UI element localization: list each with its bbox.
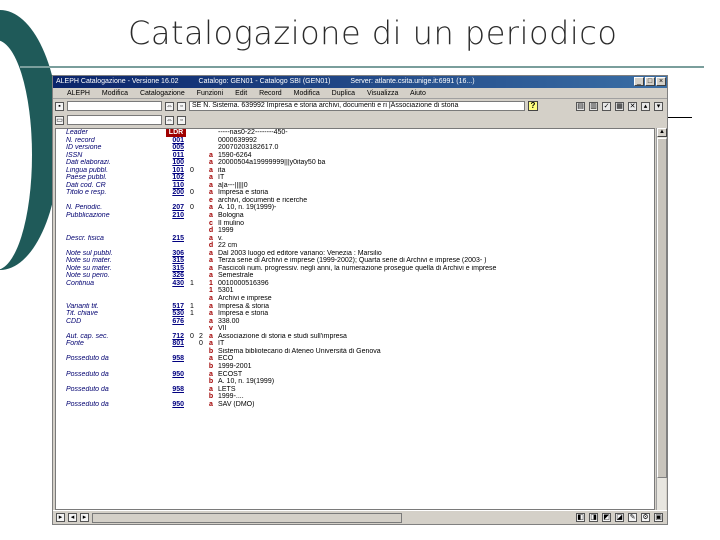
field-label: N. Periodic.	[66, 204, 103, 212]
field-label: Dati elaborazi.	[66, 159, 111, 167]
menu-item[interactable]: Record	[259, 90, 282, 97]
menu-item[interactable]: Aiuto	[409, 90, 426, 97]
subfield-code: 1	[209, 279, 213, 287]
table-row[interactable]	[56, 182, 654, 190]
menu-bar	[53, 88, 667, 99]
field-value[interactable]: 1999	[218, 227, 234, 235]
subfield-code: a	[209, 189, 213, 197]
pointer-line	[668, 117, 692, 118]
table-row[interactable]	[56, 340, 654, 348]
indicator-1: 0	[190, 166, 194, 174]
status-icon-3[interactable]: ◩	[603, 514, 610, 521]
table-row[interactable]	[56, 204, 654, 212]
command-field[interactable]	[67, 101, 162, 111]
field-label: Posseduto da	[66, 355, 109, 363]
field-label: Continua	[66, 279, 95, 287]
subfield-code: a	[209, 212, 213, 220]
field-label: Posseduto da	[66, 385, 109, 393]
table-row[interactable]	[56, 363, 654, 371]
field-tag: 101	[172, 166, 184, 174]
field-label: Pubblicazione	[66, 212, 110, 220]
field-value[interactable]: -----nas0-22--------450-	[218, 129, 288, 136]
field-label: Posseduto da	[66, 400, 109, 408]
field-tag: 315	[172, 257, 184, 265]
subfield-code: a	[209, 166, 213, 174]
menu-item[interactable]: Funzioni	[196, 90, 224, 97]
field-tag: 215	[172, 234, 184, 242]
field-tag: 001	[172, 136, 184, 144]
subfield-code: v	[209, 325, 213, 333]
field-label: ID versione	[66, 144, 102, 152]
table-row[interactable]	[56, 355, 654, 363]
blank-field	[189, 115, 549, 125]
field-tag: 950	[172, 400, 184, 408]
field-tag: 110	[172, 181, 184, 189]
menu-item[interactable]: Visualizza	[366, 90, 399, 97]
field-label: Lingua pubbl.	[66, 166, 109, 174]
record-title-field[interactable]: SE N. Sistema. 639992 Impresa e storia archivi, documenti e ri |Associazione di storia	[189, 101, 525, 111]
field-label: Fonte	[66, 340, 84, 348]
table-row[interactable]	[56, 152, 654, 160]
table-row[interactable]	[56, 174, 654, 182]
folder-icon[interactable]: ▭	[56, 116, 63, 124]
field-value[interactable]: Archivi e imprese	[218, 295, 272, 303]
field-tag: LDR	[166, 129, 186, 137]
table-row[interactable]	[56, 137, 654, 145]
subfield-code: a	[209, 151, 213, 159]
table-row[interactable]	[56, 242, 654, 250]
field-label: Varianti tit.	[66, 302, 99, 310]
table-row[interactable]	[56, 303, 654, 311]
lock-icon[interactable]: ▫	[177, 102, 186, 111]
field-tag: 958	[172, 385, 184, 393]
window-titlebar[interactable]	[53, 76, 667, 88]
subfield-code: a	[209, 159, 213, 167]
field-value[interactable]: Impresa e storia	[218, 189, 269, 197]
save-icon[interactable]: ▪	[55, 102, 64, 111]
help-icon[interactable]: ?	[528, 101, 538, 111]
table-row[interactable]	[56, 159, 654, 167]
table-row[interactable]	[56, 250, 654, 258]
table-row[interactable]	[56, 378, 654, 386]
field-value[interactable]: Impresa & storia	[218, 302, 269, 310]
table-row[interactable]	[56, 333, 654, 341]
marc-record-grid[interactable]	[55, 128, 655, 510]
field-value[interactable]: 1999-2001	[218, 362, 252, 370]
field-value[interactable]: 0010000516396	[218, 279, 269, 287]
close-button[interactable]: ×	[656, 77, 666, 86]
subfield-code: a	[209, 340, 213, 348]
field-value[interactable]: Il mulino	[218, 219, 245, 227]
title-divider	[20, 66, 704, 68]
indicator-1: 1	[190, 302, 194, 310]
subfield-code: a	[209, 234, 213, 242]
field-tag: 676	[172, 317, 184, 325]
subfield-code: a	[209, 249, 213, 257]
window-title-catalog: Catalogo: GEN01 - Catalogo SBI (GEN01)	[198, 78, 331, 85]
table-row[interactable]	[56, 295, 654, 303]
field-value[interactable]: Dal 2003 luogo ed editore variano: Venezia : Marsilio	[218, 249, 382, 257]
subfield-code: a	[209, 302, 213, 310]
search-toolbar	[53, 113, 667, 127]
window-title-server: Server: atlante.csita.unige.it:6991 (16...)	[350, 78, 475, 85]
field-label: CDD	[66, 317, 82, 325]
menu-item[interactable]: Duplica	[331, 90, 356, 97]
subfield-code: a	[209, 310, 213, 318]
field-value[interactable]: Terza serie di Archivi e imprese (1999-2002); Quarta serie di Archivi e imprese (2003- )	[218, 257, 487, 265]
scroll-thumb[interactable]	[657, 138, 667, 478]
search-field[interactable]	[67, 115, 162, 125]
subfield-code: e	[209, 196, 213, 204]
check-icon[interactable]: ✓	[603, 102, 610, 110]
field-value[interactable]: IT	[218, 174, 225, 182]
field-value[interactable]: 1590-6264	[218, 151, 252, 159]
table-row[interactable]	[56, 393, 654, 401]
field-label: Posseduto da	[66, 370, 109, 378]
subfield-code: a	[209, 355, 213, 363]
status-icon-2[interactable]: ◨	[590, 514, 597, 521]
copy-icon[interactable]: ▦	[616, 102, 623, 110]
table-row[interactable]	[56, 348, 654, 356]
table-row[interactable]	[56, 129, 654, 137]
field-value[interactable]: SAV (DMO)	[218, 400, 255, 408]
field-value[interactable]: Bologna	[218, 212, 244, 220]
field-tag: 011	[172, 151, 184, 159]
field-label: Note sul pubbl.	[66, 249, 113, 257]
field-tag: 712	[172, 332, 184, 340]
table-row[interactable]	[56, 272, 654, 280]
field-value[interactable]: ECO	[218, 355, 234, 363]
subfield-code: a	[209, 181, 213, 189]
prev-icon[interactable]: ◂	[68, 513, 77, 522]
subfield-code: a	[209, 385, 213, 393]
indicator-2: 0	[199, 340, 203, 348]
table-row[interactable]	[56, 235, 654, 243]
indicator-1: 0	[190, 332, 194, 340]
field-label: Note su mater.	[66, 264, 112, 272]
field-tag: 200	[172, 189, 184, 197]
subfield-code: a	[209, 264, 213, 272]
field-value[interactable]: archivi, documenti e ricerche	[218, 196, 308, 204]
field-value[interactable]: A. 10, n. 19(1999)	[218, 378, 275, 386]
field-tag: 530	[172, 310, 184, 318]
status-icon-1[interactable]: ◧	[577, 514, 584, 521]
field-value[interactable]: ita	[218, 166, 226, 174]
table-row[interactable]	[56, 318, 654, 326]
subfield-code: a	[209, 332, 213, 340]
field-value[interactable]: 0000639992	[218, 136, 257, 144]
subfield-code: a	[209, 295, 213, 303]
field-value[interactable]: IT	[218, 340, 225, 348]
go-icon[interactable]: ▸	[56, 513, 65, 522]
table-row[interactable]	[56, 287, 654, 295]
field-value[interactable]: ECOST	[218, 370, 243, 378]
scroll-up-icon[interactable]: ▲	[657, 128, 667, 137]
field-tag: 306	[172, 249, 184, 257]
field-value[interactable]: 338.00	[218, 317, 240, 325]
field-value[interactable]: 5301	[218, 287, 234, 295]
field-value[interactable]: Semestrale	[218, 272, 254, 280]
menu-item[interactable]: ALEPH	[67, 90, 90, 97]
field-value[interactable]: VII	[218, 325, 227, 333]
subfield-code: 1	[209, 287, 213, 295]
table-row[interactable]	[56, 144, 654, 152]
subfield-code: d	[208, 242, 214, 250]
subfield-code: a	[209, 204, 213, 212]
print-icon[interactable]: ▥	[590, 102, 597, 110]
subfield-code: a	[209, 257, 213, 265]
field-tag: 100	[172, 159, 184, 167]
field-value[interactable]: Sistema bibliotecario di Ateneo Università di Genova	[218, 347, 381, 355]
subfield-code: b	[208, 362, 214, 370]
field-tag: 430	[172, 279, 184, 287]
field-label: Note su perio.	[66, 272, 110, 280]
field-tag: 801	[172, 340, 184, 348]
table-row[interactable]	[56, 212, 654, 220]
field-tag: 315	[172, 264, 184, 272]
slide-title: Catalogazione di un periodico	[128, 14, 618, 52]
table-row[interactable]	[56, 197, 654, 205]
field-tag: 005	[172, 144, 184, 152]
tools-icon[interactable]: ⚙	[642, 514, 649, 521]
field-value[interactable]: Fascicoli num. progressiv. negli anni, la numerazione prosegue quella di Archivi e imprese	[218, 264, 497, 272]
field-label: Tit. chiave	[66, 310, 98, 318]
table-row[interactable]	[56, 371, 654, 379]
field-label: ISSN	[66, 151, 83, 159]
table-row[interactable]	[56, 167, 654, 175]
subfield-code: a	[209, 400, 213, 408]
field-label: Aut. cap. sec.	[66, 332, 109, 340]
field-value[interactable]: Impresa e storia	[218, 310, 269, 318]
subfield-code: b	[208, 393, 214, 401]
table-row[interactable]	[56, 310, 654, 318]
status-icon-4[interactable]: ◪	[616, 514, 623, 521]
table-row[interactable]	[56, 386, 654, 394]
record-toolbar	[53, 99, 667, 113]
field-label: Titolo e resp.	[66, 189, 107, 197]
field-label: Note su mater.	[66, 257, 112, 265]
table-row[interactable]	[56, 265, 654, 273]
subfield-code: a	[209, 317, 213, 325]
field-label: Leader	[66, 129, 88, 136]
field-value[interactable]: 22 cm	[218, 242, 238, 250]
field-value[interactable]: 20070203182617.0	[218, 144, 279, 152]
minimize-button[interactable]: _	[634, 77, 644, 86]
up-icon[interactable]: ▴	[641, 102, 650, 111]
indicator-1: 0	[190, 204, 194, 212]
field-label: N. record	[66, 136, 95, 144]
field-tag: 326	[172, 272, 184, 280]
aleph-window	[52, 75, 668, 525]
subfield-code: b	[208, 347, 214, 355]
field-tag: 517	[172, 302, 184, 310]
window-title-version: ALEPH Catalogazione - Versione 16.02	[56, 78, 179, 85]
new-icon[interactable]: ▤	[577, 102, 584, 110]
menu-item[interactable]: Catalogazione	[139, 90, 185, 97]
expand-icon[interactable]: ⇔	[166, 102, 173, 110]
expand-icon[interactable]: ⇔	[166, 116, 173, 124]
field-value[interactable]: LETS	[218, 385, 236, 393]
subfield-code: a	[209, 370, 213, 378]
subfield-code: d	[208, 227, 214, 235]
field-tag: 958	[172, 355, 184, 363]
maximize-button[interactable]: □	[645, 77, 655, 86]
table-row[interactable]	[56, 325, 654, 333]
indicator-1: 0	[190, 189, 194, 197]
field-tag: 950	[172, 370, 184, 378]
status-field	[92, 513, 402, 523]
toolbar-icons	[576, 102, 667, 111]
field-tag: 207	[172, 204, 184, 212]
subfield-code: c	[209, 219, 213, 227]
field-value[interactable]: 1999-....	[218, 393, 244, 401]
field-tag: 102	[172, 174, 184, 182]
table-row[interactable]	[56, 189, 654, 197]
status-bar	[53, 510, 667, 524]
field-label: Descr. fisica	[66, 234, 104, 242]
down-icon[interactable]: ▾	[654, 102, 663, 111]
menu-item[interactable]: Modifica	[101, 90, 128, 97]
open-icon[interactable]: ▫	[177, 116, 186, 125]
field-value[interactable]: 20000504a19999999|||y0itay50 ba	[218, 159, 326, 167]
table-row[interactable]	[56, 220, 654, 228]
subfield-code: a	[209, 272, 213, 280]
subfield-code: b	[208, 378, 214, 386]
table-row[interactable]	[56, 280, 654, 288]
indicator-2: 2	[199, 332, 203, 340]
field-label: Paese pubbl.	[66, 174, 107, 182]
delete-icon[interactable]: ✕	[629, 102, 636, 110]
table-row[interactable]	[56, 401, 654, 409]
field-tag: 210	[172, 212, 184, 220]
table-row[interactable]	[56, 257, 654, 265]
field-value[interactable]: v.	[218, 234, 223, 242]
window-icon[interactable]: ▣	[655, 514, 662, 521]
vertical-scrollbar[interactable]	[656, 128, 666, 510]
menu-item[interactable]: Modifica	[293, 90, 320, 97]
field-value[interactable]: A. 10, n. 19(1999)-	[218, 204, 277, 212]
field-value[interactable]: a|a---|||||0	[218, 181, 248, 189]
field-label: Dati cod. CR	[66, 181, 106, 189]
menu-item[interactable]: Edit	[235, 90, 248, 97]
table-row[interactable]	[56, 227, 654, 235]
edit-icon[interactable]: ✎	[629, 514, 636, 521]
indicator-1: 1	[190, 310, 194, 318]
field-value[interactable]: Associazione di storia e studi sull'impresa	[218, 332, 347, 340]
subfield-code: a	[209, 174, 213, 182]
next-icon[interactable]: ▸	[80, 513, 89, 522]
indicator-1: 1	[190, 279, 194, 287]
